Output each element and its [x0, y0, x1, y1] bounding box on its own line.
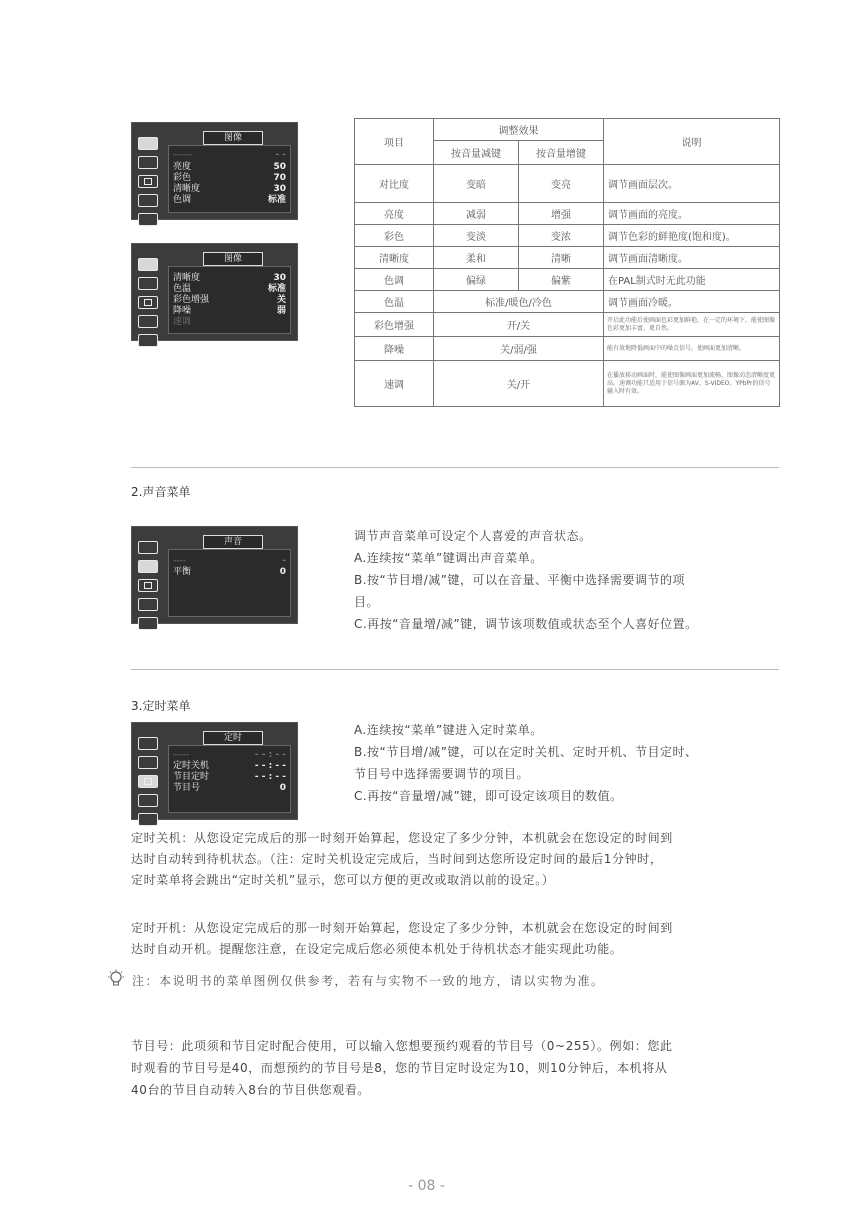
table-row: [355, 291, 780, 313]
menu-row: 清晰度 30: [173, 273, 286, 283]
picture-menu-2: [131, 243, 298, 341]
menu-row: 清晰度 30: [173, 184, 286, 194]
picture-menu-1: [131, 122, 298, 220]
sound-icon: [138, 560, 158, 573]
cell-item: 彩色: [355, 225, 434, 247]
table-row: [355, 269, 780, 291]
cell-minus: 减弱: [434, 203, 519, 225]
menu-row: 平衡 0: [173, 567, 286, 577]
menu-row: 定时关机 - - : - -: [173, 761, 286, 771]
text-line: 定时菜单将会跳出“定时关机”显示，您可以方便的更改或取消以前的设定。）: [131, 873, 555, 887]
menu-title: 图像: [203, 252, 263, 266]
text-line: A.连续按“菜单”键进入定时菜单。: [354, 723, 543, 737]
cell-item: 亮度: [355, 203, 434, 225]
cell-item: 彩色增强: [355, 313, 434, 337]
cell-desc: 调节画面清晰度。: [604, 247, 780, 269]
sound-icon: [138, 277, 158, 290]
menu-row: 亮度 50: [173, 162, 286, 172]
cell-options: 标准/暖色/冷色: [434, 291, 604, 313]
cell-minus: 偏绿: [434, 269, 519, 291]
text-line: 定时关机：从您设定完成后的那一时刻开始算起，您设定了多少分钟，本机就会在您设定的时间到: [131, 831, 673, 845]
text-line: 调节声音菜单可设定个人喜爱的声音状态。: [354, 529, 592, 543]
text-line: 定时开机：从您设定完成后的那一时刻开始算起，您设定了多少分钟，本机就会在您设定的时间到: [131, 921, 673, 935]
cell-item: 对比度: [355, 165, 434, 203]
channel-icon: [138, 813, 158, 826]
cell-minus: 柔和: [434, 247, 519, 269]
timer-icon: [138, 175, 158, 188]
table-row: [355, 337, 780, 361]
cell-plus: 增强: [519, 203, 604, 225]
cell-plus: 偏紫: [519, 269, 604, 291]
menu-panel: [168, 745, 291, 813]
text-line: 节目号：此项须和节目定时配合使用，可以输入您想要预约观看的节目号（0~255）。例如：您此: [131, 1039, 673, 1053]
menu-panel: [168, 145, 291, 213]
picture-icon: [138, 541, 158, 554]
cell-plus: 清晰: [519, 247, 604, 269]
menu-row: 彩色增强 关: [173, 295, 286, 305]
divider: [131, 467, 779, 468]
menu-icon-column: [138, 541, 160, 636]
table-row: [355, 361, 780, 407]
text-line: 目。: [354, 595, 380, 609]
sound-menu: [131, 526, 298, 624]
text-line: 节目号中选择需要调节的项目。: [354, 767, 530, 781]
note-text: 注：本说明书的菜单图例仅供参考，若有与实物不一致的地方，请以实物为准。: [132, 974, 605, 988]
menu-row: 节目定时 - - : - -: [173, 772, 286, 782]
text-line: C.再按“音量增/减”键，即可设定该项目的数值。: [354, 789, 623, 803]
menu-row: ----- - - : - -: [173, 750, 286, 760]
cell-item: 速调: [355, 361, 434, 407]
menu-icon-column: [138, 258, 160, 353]
timer-instructions: [354, 719, 784, 807]
menu-title: 定时: [203, 731, 263, 745]
cell-plus: 变亮: [519, 165, 604, 203]
picture-icon: [138, 737, 158, 750]
menu-panel: [168, 549, 291, 617]
text-line: B.按“节目增/减”键，可以在定时关机、定时开机、节目定时、: [354, 745, 698, 759]
cell-desc: 在播放移动画面时，能使图像画面更加流畅，图像动态清晰度更高。速调功能只适用于信号源为AV、S-VIDEO、YPbPr的信号输入时有效。: [604, 361, 780, 407]
off-timer-paragraph: [131, 828, 781, 891]
cell-options: 关/弱/强: [434, 337, 604, 361]
menu-row: 速调: [173, 317, 192, 327]
cell-plus: 变浓: [519, 225, 604, 247]
menu-row: ------ - -: [173, 150, 286, 160]
section-heading-sound: 2.声音菜单: [131, 485, 191, 499]
menu-row: 彩色 70: [173, 173, 286, 183]
text-line: 达时自动转到待机状态。（注：定时关机设定完成后，当时间到达您所设定时间的最后1分钟时，: [131, 852, 663, 866]
menu-panel: [168, 266, 291, 334]
cell-desc: 调节画面层次。: [604, 165, 780, 203]
menu-title: 声音: [203, 535, 263, 549]
cell-desc: 开启此功能后使画面色彩更加鲜艳，在一定的环境下，能使图像色彩更加丰富、更自然。: [604, 313, 780, 337]
header-effect: 调整效果: [434, 119, 604, 141]
text-line: A.连续按“菜单”键调出声音菜单。: [354, 551, 543, 565]
on-timer-paragraph: [131, 918, 781, 960]
header-item: 项目: [355, 119, 434, 165]
function-icon: [138, 794, 158, 807]
cell-item: 色温: [355, 291, 434, 313]
text-line: 达时自动开机。提醒您注意，在设定完成后您必须使本机处于待机状态才能实现此功能。: [131, 942, 623, 956]
cell-item: 清晰度: [355, 247, 434, 269]
divider: [131, 669, 779, 670]
header-plus: 按音量增键: [519, 141, 604, 165]
text-line: 时观看的节目号是40，而想预约的节目号是8，您的节目定时设定为10，则10分钟后，本机将从: [131, 1061, 668, 1075]
cell-desc: 在PAL制式时无此功能: [604, 269, 780, 291]
function-icon: [138, 194, 158, 207]
timer-icon: [138, 579, 158, 592]
menu-row: ---- -: [173, 556, 286, 566]
header-minus: 按音量减键: [434, 141, 519, 165]
channel-icon: [138, 334, 158, 347]
page-number: - 08 -: [408, 1178, 445, 1194]
program-paragraph: [131, 1035, 781, 1101]
section-heading-timer: 3.定时菜单: [131, 699, 191, 713]
text-line: B.按“节目增/减”键，可以在音量、平衡中选择需要调节的项: [354, 573, 686, 587]
text-line: C.再按“音量增/减”键，调节该项数值或状态至个人喜好位置。: [354, 617, 698, 631]
menu-title: 图像: [203, 131, 263, 145]
function-icon: [138, 598, 158, 611]
function-icon: [138, 315, 158, 328]
table-row: [355, 247, 780, 269]
menu-icon-column: [138, 737, 160, 832]
sound-icon: [138, 156, 158, 169]
channel-icon: [138, 617, 158, 630]
table-row: [355, 225, 780, 247]
cell-desc: 能有效地降低画面中的噪点信号，使画面更加清晰。: [604, 337, 780, 361]
cell-desc: 调节画面的亮度。: [604, 203, 780, 225]
table-row: [355, 203, 780, 225]
table-row: [355, 313, 780, 337]
menu-icon-column: [138, 137, 160, 232]
menu-row: 节目号 0: [173, 783, 286, 793]
menu-row: 色温 标准: [173, 284, 286, 294]
timer-menu: [131, 722, 298, 820]
lightbulb-icon: [106, 969, 126, 989]
channel-icon: [138, 213, 158, 226]
cell-item: 色调: [355, 269, 434, 291]
timer-icon: [138, 296, 158, 309]
cell-minus: 变淡: [434, 225, 519, 247]
header-desc: 说明: [604, 119, 780, 165]
menu-row: 色调 标准: [173, 195, 286, 205]
cell-desc: 调节色彩的鲜艳度(饱和度)。: [604, 225, 780, 247]
cell-desc: 调节画面冷暖。: [604, 291, 780, 313]
sound-icon: [138, 756, 158, 769]
timer-icon: [138, 775, 158, 788]
table-row: [355, 165, 780, 203]
cell-options: 开/关: [434, 313, 604, 337]
cell-item: 降噪: [355, 337, 434, 361]
picture-icon: [138, 137, 158, 150]
picture-adjust-table: [354, 118, 780, 407]
sound-instructions: [354, 525, 784, 635]
text-line: 40台的节目自动转入8台的节目供您观看。: [131, 1083, 370, 1097]
cell-minus: 变暗: [434, 165, 519, 203]
picture-icon: [138, 258, 158, 271]
menu-row: 降噪 弱: [173, 306, 286, 316]
cell-options: 关/开: [434, 361, 604, 407]
